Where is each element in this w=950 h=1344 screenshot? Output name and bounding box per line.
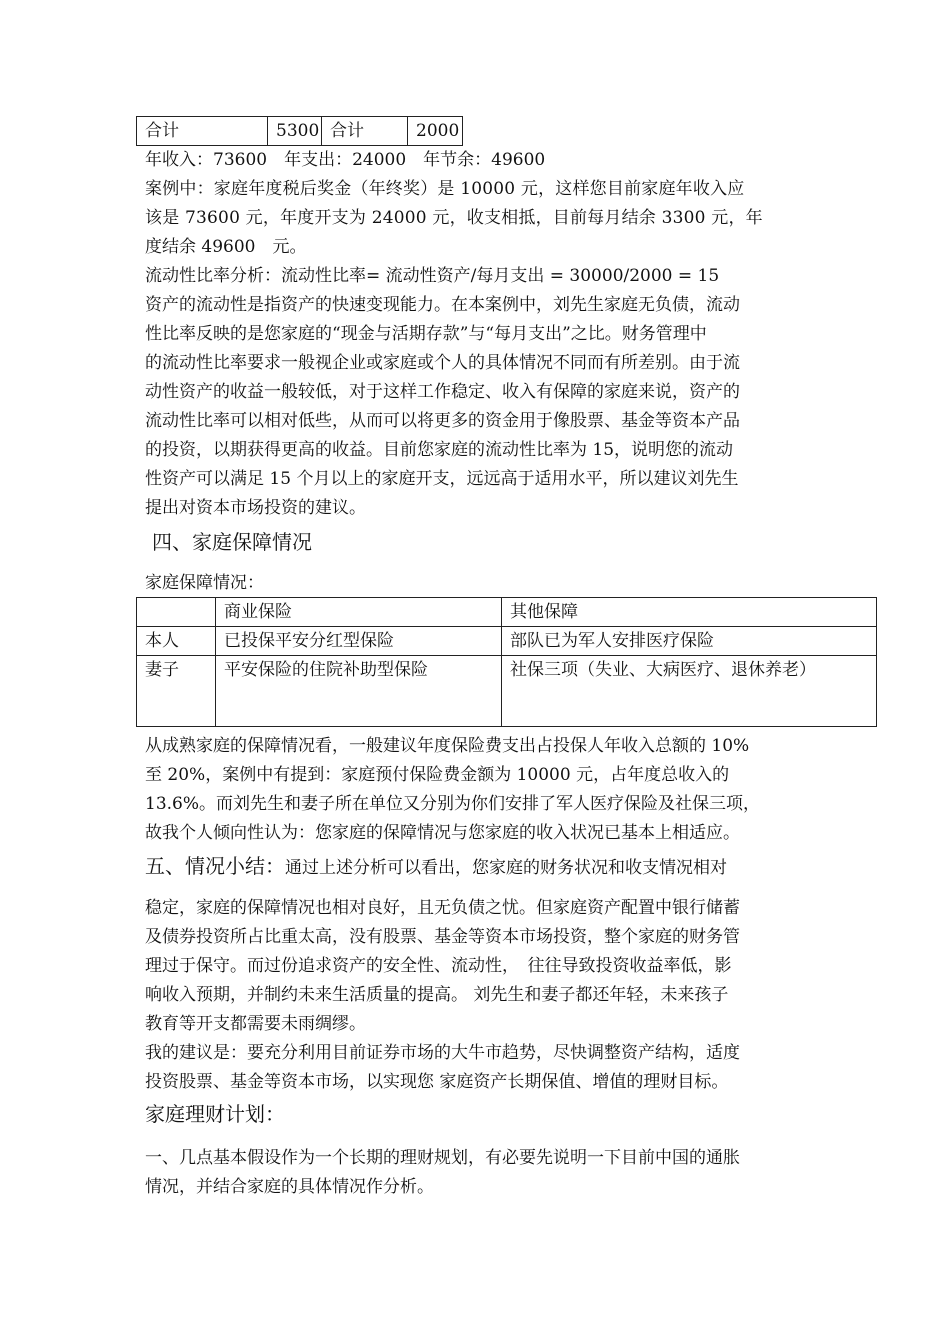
table-row xyxy=(137,117,463,146)
table-cell: 5300 xyxy=(268,117,322,146)
case-line: 该是 73600 元，年度开支为 24000 元，收支相抵，目前每月结余 3300 元，年 xyxy=(145,208,763,228)
liquidity-line: 的投资，以期获得更高的收益。目前您家庭的流动性比率为 15，说明您的流动 xyxy=(145,440,734,460)
table-cell: 已投保平安分红型保险 xyxy=(216,627,502,656)
table-cell: 本人 xyxy=(137,627,216,656)
plan-section xyxy=(145,1144,810,1202)
table-cell: 合计 xyxy=(137,117,268,146)
section5-intro: 通过上述分析可以看出，您家庭的财务状况和收支情况相对 xyxy=(285,858,727,878)
paragraph-line: 及债券投资所占比重太高，没有股票、基金等资本市场投资，整个家庭的财务管 xyxy=(145,927,740,947)
summary-table xyxy=(136,116,463,146)
paragraph-line: 响收入预期，并制约未来生活质量的提高。 刘先生和妻子都还年轻，未来孩子 xyxy=(145,985,729,1005)
table-cell: 妻子 xyxy=(137,656,216,727)
table-cell: 合计 xyxy=(322,117,408,146)
liquidity-line: 动性资产的收益一般较低，对于这样工作稳定、收入有保障的家庭来说，资产的 xyxy=(145,382,740,402)
liquidity-line: 流动性比率可以相对低些，从而可以将更多的资金用于像股票、基金等资本产品 xyxy=(145,411,740,431)
paragraph-line: 13.6%。而刘先生和妻子所在单位又分别为你们安排了军人医疗保险及社保三项， xyxy=(145,794,761,814)
table-cell: 社保三项（失业、大病医疗、退休养老） xyxy=(502,656,877,727)
summary-section xyxy=(145,894,810,1097)
table-row xyxy=(137,627,877,656)
table-cell: 平安保险的住院补助型保险 xyxy=(216,656,502,727)
paragraph-line: 教育等开支都需要未雨绸缪。 xyxy=(145,1014,366,1034)
section-heading: 四、家庭保障情况 xyxy=(152,530,312,554)
table-header: 商业保险 xyxy=(216,598,502,627)
paragraph-line: 故我个人倾向性认为：您家庭的保障情况与您家庭的收入状况已基本上相适应。 xyxy=(145,823,740,843)
table-cell: 部队已为军人安排医疗保险 xyxy=(502,627,877,656)
case-line: 案例中：家庭年度税后奖金（年终奖）是 10000 元，这样您目前家庭年收入应 xyxy=(145,179,745,199)
liquidity-formula: 流动性比率分析：流动性比率= 流动性资产/每月支出 = 30000/2000 = 15 xyxy=(145,266,720,286)
table-cell: 2000 xyxy=(408,117,463,146)
section-heading: 五、情况小结： xyxy=(145,854,285,878)
table-header: 其他保障 xyxy=(502,598,877,627)
paragraph-line: 理过于保守。而过份追求资产的安全性、流动性， 往往导致投资收益率低，影 xyxy=(145,956,732,976)
liquidity-line: 资产的流动性是指资产的快速变现能力。在本案例中，刘先生家庭无负债，流动 xyxy=(145,295,740,315)
paragraph-line: 我的建议是：要充分利用目前证券市场的大牛市趋势，尽快调整资产结构，适度 xyxy=(145,1043,740,1063)
case-line: 度结余 49600 元。 xyxy=(145,237,307,257)
paragraph-line: 投资股票、基金等资本市场，以实现您 家庭资产长期保值、增值的理财目标。 xyxy=(145,1072,729,1092)
liquidity-line: 的流动性比率要求一般视企业或家庭或个人的具体情况不同而有所差别。由于流 xyxy=(145,353,740,373)
liquidity-line: 提出对资本市场投资的建议。 xyxy=(145,498,366,518)
income-line: 年收入：73600 年支出：24000 年节余：49600 xyxy=(145,150,546,170)
table-row xyxy=(137,598,877,627)
protection-table xyxy=(136,597,877,727)
section5-line xyxy=(145,852,810,883)
plan-heading: 家庭理财计划： xyxy=(145,1102,285,1126)
paragraph-line: 稳定，家庭的保障情况也相对良好，且无负债之忧。但家庭资产配置中银行储蓄 xyxy=(145,898,740,918)
protection-label: 家庭保障情况： xyxy=(145,573,264,593)
liquidity-line: 性比率反映的是您家庭的“现金与活期存款”与“每月支出”之比。财务管理中 xyxy=(145,324,707,344)
paragraph-line: 一、几点基本假设作为一个长期的理财规划，有必要先说明一下目前中国的通胀 xyxy=(145,1148,740,1168)
paragraph-line: 从成熟家庭的保障情况看，一般建议年度保险费支出占投保人年收入总额的 10% xyxy=(145,736,750,756)
income-section xyxy=(145,146,810,523)
table-header xyxy=(137,598,216,627)
protection-analysis xyxy=(145,732,810,848)
liquidity-line: 性资产可以满足 15 个月以上的家庭开支，远远高于适用水平，所以建议刘先生 xyxy=(145,469,739,489)
paragraph-line: 至 20%，案例中有提到：家庭预付保险费金额为 10000 元，占年度总收入的 xyxy=(145,765,730,785)
table-row xyxy=(137,656,877,727)
paragraph-line: 情况，并结合家庭的具体情况作分析。 xyxy=(145,1177,434,1197)
